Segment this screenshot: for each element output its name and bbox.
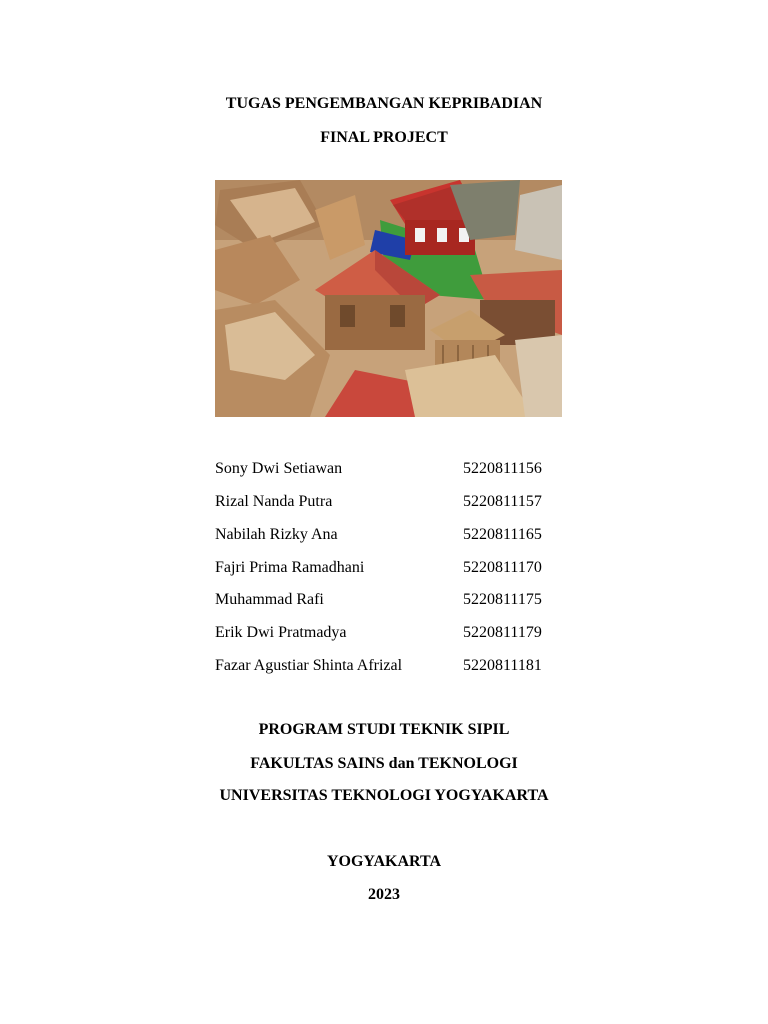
member-nim: 5220811181 (463, 657, 542, 674)
member-nim: 5220811156 (463, 460, 542, 477)
member-nim: 5220811170 (463, 559, 542, 576)
list-item (215, 491, 615, 513)
list-item (215, 589, 615, 611)
member-name: Fajri Prima Ramadhani (215, 559, 365, 576)
list-item (215, 524, 615, 546)
year: 2023 (368, 886, 400, 903)
member-nim: 5220811157 (463, 493, 542, 510)
document-title: TUGAS PENGEMBANGAN KEPRIBADIAN (225, 95, 543, 112)
member-name: Nabilah Rizky Ana (215, 526, 338, 543)
list-item (215, 557, 615, 579)
house-models-photo (215, 180, 562, 417)
university-name: UNIVERSITAS TEKNOLOGI YOGYAKARTA (219, 787, 549, 804)
program-study: PROGRAM STUDI TEKNIK SIPIL (258, 721, 510, 738)
document-subtitle: FINAL PROJECT (320, 129, 448, 146)
member-name: Rizal Nanda Putra (215, 493, 333, 510)
member-name: Muhammad Rafi (215, 591, 324, 608)
faculty-name: FAKULTAS SAINS dan TEKNOLOGI (250, 755, 518, 772)
member-name: Sony Dwi Setiawan (215, 460, 343, 477)
list-item (215, 655, 615, 677)
member-nim: 5220811165 (463, 526, 542, 543)
member-nim: 5220811179 (463, 624, 542, 641)
member-name: Erik Dwi Pratmadya (215, 624, 347, 641)
list-item (215, 458, 615, 480)
member-name: Fazar Agustiar Shinta Afrizal (215, 657, 403, 674)
list-item (215, 622, 615, 644)
member-nim: 5220811175 (463, 591, 542, 608)
city-name: YOGYAKARTA (326, 853, 442, 870)
